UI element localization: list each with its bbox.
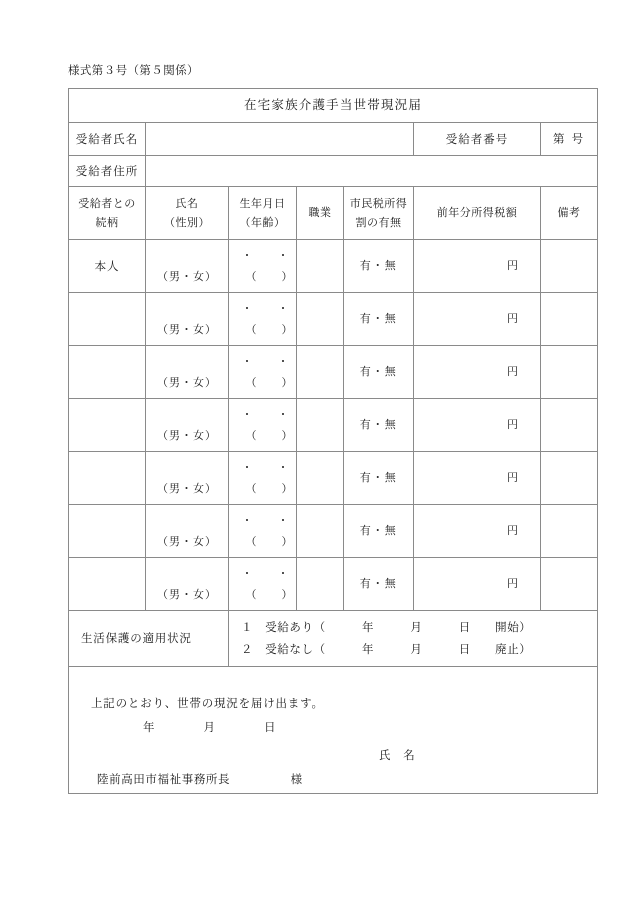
cell-remarks[interactable] xyxy=(541,293,598,346)
cell-remarks[interactable] xyxy=(541,240,598,293)
gender-choice[interactable]: （男・女） xyxy=(157,376,217,390)
cell-relation[interactable] xyxy=(69,399,146,452)
cell-dob[interactable] xyxy=(229,399,297,452)
gender-choice[interactable]: （男・女） xyxy=(157,429,217,443)
number-prefix: 第 xyxy=(553,131,565,146)
column-header-income-tax: 前年分所得税額 xyxy=(414,187,541,240)
table-row xyxy=(69,558,598,611)
column-header-dob-line2: （年齢） xyxy=(239,215,286,229)
column-header-occupation: 職業 xyxy=(297,187,344,240)
cell-name[interactable] xyxy=(146,558,229,611)
cell-name[interactable] xyxy=(146,240,229,293)
cell-income-tax[interactable] xyxy=(414,399,541,452)
addressee-text: 陸前高田市福祉事務所長 様 xyxy=(97,772,303,786)
welfare-status-label: 生活保護の適用状況 xyxy=(69,611,229,667)
column-header-dob xyxy=(229,187,297,240)
cell-occupation[interactable] xyxy=(297,399,344,452)
gender-choice[interactable]: （男・女） xyxy=(157,588,217,602)
recipient-address-input[interactable] xyxy=(146,156,598,187)
age-parens: （ ） xyxy=(245,323,294,337)
cell-relation[interactable] xyxy=(69,346,146,399)
dob-separator: ・ ・ xyxy=(241,461,290,474)
signature-field[interactable]: 氏 名 xyxy=(379,748,416,762)
table-row xyxy=(69,346,598,399)
cell-dob[interactable] xyxy=(229,293,297,346)
cell-relation[interactable] xyxy=(69,293,146,346)
column-header-relation xyxy=(69,187,146,240)
recipient-address-label: 受給者住所 xyxy=(69,156,146,187)
cell-relation[interactable] xyxy=(69,558,146,611)
cell-remarks[interactable] xyxy=(541,505,598,558)
table-row xyxy=(69,293,598,346)
age-parens: （ ） xyxy=(245,588,294,602)
declaration-text: 上記のとおり、世帯の現況を届け出ます。 xyxy=(91,696,324,710)
column-header-name-line1: 氏名 xyxy=(175,196,199,210)
column-header-remarks: 備考 xyxy=(541,187,598,240)
cell-occupation[interactable] xyxy=(297,293,344,346)
table-row xyxy=(69,240,598,293)
dob-separator: ・ ・ xyxy=(241,355,290,368)
gender-choice[interactable]: （男・女） xyxy=(157,323,217,337)
dob-separator: ・ ・ xyxy=(241,249,290,262)
column-header-municipal-tax-line1: 市民税所得 xyxy=(349,196,408,210)
currency-unit: 円 xyxy=(507,312,518,326)
age-parens: （ ） xyxy=(245,376,294,390)
cell-dob[interactable] xyxy=(229,240,297,293)
table-row xyxy=(69,505,598,558)
household-status-form xyxy=(68,88,598,794)
declaration-row xyxy=(69,667,598,794)
recipient-number-input[interactable] xyxy=(541,123,598,156)
age-parens: （ ） xyxy=(245,482,294,496)
cell-municipal-tax[interactable]: 有・無 xyxy=(344,558,414,611)
cell-municipal-tax[interactable]: 有・無 xyxy=(344,505,414,558)
declaration-date-field[interactable]: 年 月 日 xyxy=(143,720,277,734)
column-header-relation-line1: 受給者との xyxy=(78,196,136,210)
welfare-option-not-receiving[interactable]: ２ 受給なし（ 年 月 日 廃止） xyxy=(241,641,532,656)
age-parens: （ ） xyxy=(245,535,294,549)
cell-municipal-tax[interactable]: 有・無 xyxy=(344,240,414,293)
page-title: 在宅家族介護手当世帯現況届 xyxy=(69,89,598,123)
column-header-name-line2: （性別） xyxy=(164,215,210,229)
declaration-block xyxy=(69,667,598,794)
cell-occupation[interactable] xyxy=(297,346,344,399)
cell-name[interactable] xyxy=(146,346,229,399)
cell-income-tax[interactable] xyxy=(414,346,541,399)
currency-unit: 円 xyxy=(507,259,518,273)
cell-income-tax[interactable] xyxy=(414,240,541,293)
dob-separator: ・ ・ xyxy=(241,302,290,315)
cell-municipal-tax[interactable]: 有・無 xyxy=(344,452,414,505)
dob-separator: ・ ・ xyxy=(241,408,290,421)
column-header-municipal-tax xyxy=(344,187,414,240)
welfare-option-receiving[interactable]: １ 受給あり（ 年 月 日 開始） xyxy=(241,619,532,634)
cell-remarks[interactable] xyxy=(541,452,598,505)
cell-income-tax[interactable] xyxy=(414,452,541,505)
cell-dob[interactable] xyxy=(229,452,297,505)
cell-municipal-tax[interactable]: 有・無 xyxy=(344,346,414,399)
cell-municipal-tax[interactable]: 有・無 xyxy=(344,293,414,346)
cell-income-tax[interactable] xyxy=(414,558,541,611)
currency-unit: 円 xyxy=(507,471,518,485)
recipient-name-row xyxy=(69,123,598,156)
currency-unit: 円 xyxy=(507,418,518,432)
gender-choice[interactable]: （男・女） xyxy=(157,482,217,496)
cell-name[interactable] xyxy=(146,293,229,346)
cell-name[interactable] xyxy=(146,399,229,452)
form-number-label: 様式第３号（第５関係） xyxy=(68,63,199,77)
gender-choice[interactable]: （男・女） xyxy=(157,535,217,549)
currency-unit: 円 xyxy=(507,577,518,591)
cell-remarks[interactable] xyxy=(541,558,598,611)
cell-dob[interactable] xyxy=(229,346,297,399)
cell-name[interactable] xyxy=(146,452,229,505)
recipient-number-label: 受給者番号 xyxy=(414,123,541,156)
column-header-dob-line1: 生年月日 xyxy=(239,196,286,210)
currency-unit: 円 xyxy=(507,524,518,538)
cell-income-tax[interactable] xyxy=(414,505,541,558)
welfare-status-row xyxy=(69,611,598,667)
recipient-name-label: 受給者氏名 xyxy=(69,123,146,156)
column-header-relation-line2: 続柄 xyxy=(95,215,119,229)
form-title-row xyxy=(69,89,598,123)
dob-separator: ・ ・ xyxy=(241,514,290,527)
cell-relation[interactable] xyxy=(69,452,146,505)
recipient-name-input[interactable] xyxy=(146,123,414,156)
cell-occupation[interactable] xyxy=(297,558,344,611)
cell-dob[interactable] xyxy=(229,505,297,558)
cell-relation[interactable] xyxy=(69,505,146,558)
number-suffix: 号 xyxy=(571,131,584,146)
cell-dob[interactable] xyxy=(229,558,297,611)
table-row xyxy=(69,452,598,505)
age-parens: （ ） xyxy=(245,429,294,443)
dob-separator: ・ ・ xyxy=(241,567,290,580)
column-header-name xyxy=(146,187,229,240)
age-parens: （ ） xyxy=(245,270,294,284)
cell-occupation[interactable] xyxy=(297,505,344,558)
recipient-address-row xyxy=(69,156,598,187)
column-header-municipal-tax-line2: 割の有無 xyxy=(355,215,402,229)
cell-occupation[interactable] xyxy=(297,452,344,505)
currency-unit: 円 xyxy=(507,365,518,379)
cell-relation[interactable]: 本人 xyxy=(69,240,146,293)
cell-name[interactable] xyxy=(146,505,229,558)
cell-remarks[interactable] xyxy=(541,399,598,452)
cell-remarks[interactable] xyxy=(541,346,598,399)
cell-income-tax[interactable] xyxy=(414,293,541,346)
welfare-status-options xyxy=(229,611,598,667)
cell-municipal-tax[interactable]: 有・無 xyxy=(344,399,414,452)
cell-occupation[interactable] xyxy=(297,240,344,293)
gender-choice[interactable]: （男・女） xyxy=(157,270,217,284)
table-header-row xyxy=(69,187,598,240)
table-row xyxy=(69,399,598,452)
